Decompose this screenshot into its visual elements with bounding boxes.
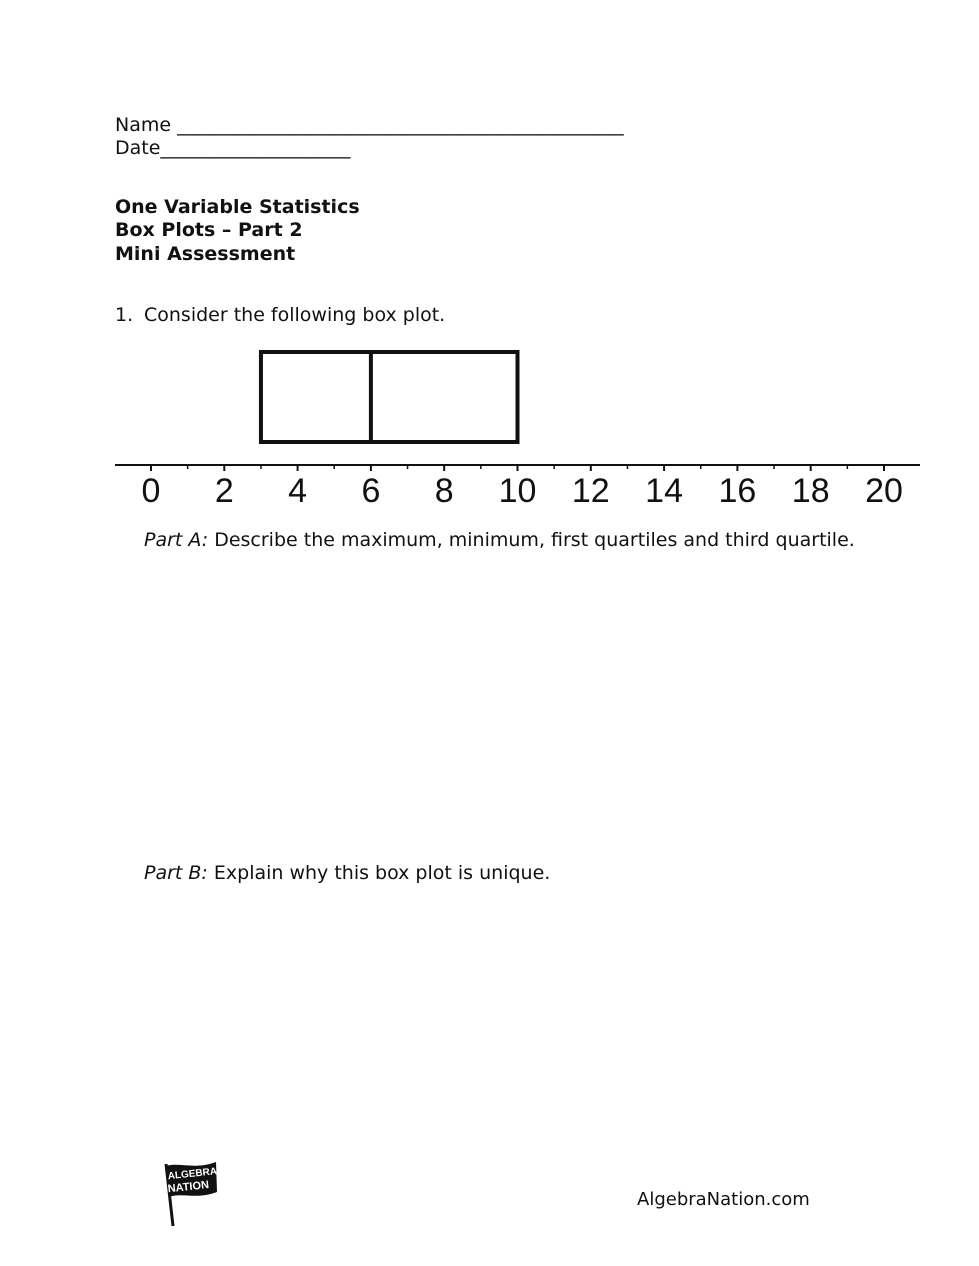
title-course: One Variable Statistics [115, 196, 360, 218]
axis-tick-label: 0 [141, 472, 161, 510]
question-prompt: Consider the following box plot. [144, 304, 446, 326]
axis-tick-label: 18 [791, 472, 830, 510]
flag-icon [160, 1160, 224, 1228]
name-label: Name [115, 114, 172, 136]
algebra-nation-logo [160, 1160, 224, 1233]
question-number: 1. [115, 304, 134, 326]
axis-tick-label: 2 [214, 472, 234, 510]
date-label: Date [115, 137, 161, 159]
axis-tick-label: 8 [434, 472, 454, 510]
logo-text-line1: ALGEBRA [167, 1166, 218, 1183]
axis-tick-label: 12 [571, 472, 610, 510]
part-b-label: Part B: [144, 862, 208, 884]
title-lesson: Box Plots – Part 2 [115, 219, 303, 241]
date-field[interactable] [115, 137, 350, 159]
logo-text-line2: NATION [167, 1179, 210, 1196]
footer-site[interactable]: AlgebraNation.com [637, 1189, 810, 1210]
axis-tick-label: 10 [498, 472, 537, 510]
title-assessment: Mini Assessment [115, 243, 296, 265]
axis-tick-label: 14 [645, 472, 684, 510]
part-b-text: Explain why this box plot is unique. [207, 862, 551, 884]
axis-tick-label: 16 [718, 472, 757, 510]
axis-tick-label: 20 [865, 472, 903, 510]
box-quartile-rect [261, 352, 518, 442]
date-blank: ____________________ [160, 137, 351, 159]
axis-tick-label: 6 [361, 472, 381, 510]
name-field[interactable] [115, 114, 624, 136]
part-a-label: Part A: [144, 529, 209, 551]
axis-tick-label: 4 [288, 472, 308, 510]
part-a-text: Describe the maximum, minimum, first quartiles and third quartile. [208, 529, 855, 551]
part-a [144, 529, 855, 551]
box-plot [0, 330, 979, 515]
name-blank: _______________________________________________ [177, 114, 624, 136]
part-b [144, 862, 550, 884]
